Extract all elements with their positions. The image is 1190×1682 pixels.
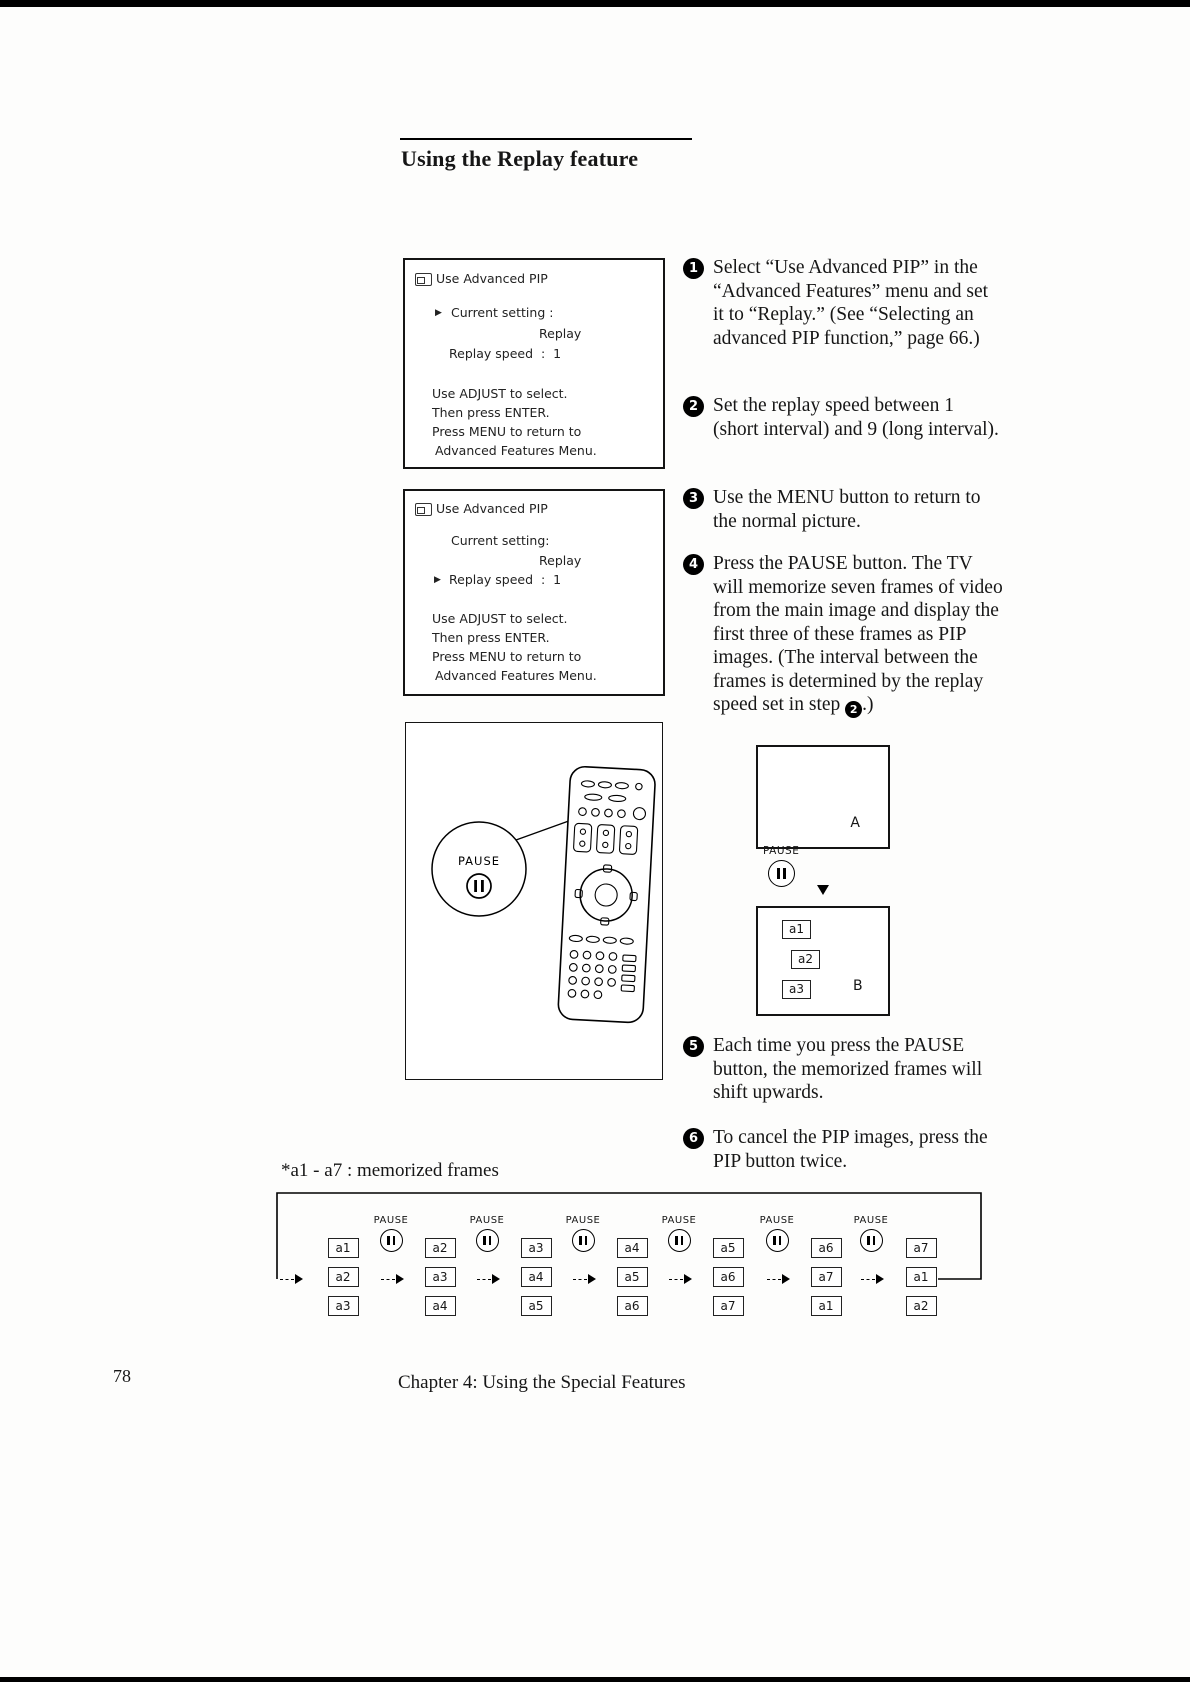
inline-step-ref: 2 <box>845 701 862 718</box>
menu-replay-speed: Replay speed : 1 <box>449 346 562 361</box>
step-5 <box>683 1034 1003 1105</box>
frame-box: a6 <box>617 1296 648 1316</box>
menu-help-line: Press MENU to return to <box>432 649 582 664</box>
frame-box: a6 <box>713 1267 744 1287</box>
frame-box: a7 <box>713 1296 744 1316</box>
frame-box: a7 <box>811 1267 842 1287</box>
menu-replay-speed: Replay speed : 1 <box>449 572 562 587</box>
frame-box: a3 <box>521 1238 552 1258</box>
sequence-column-4 <box>612 1238 652 1316</box>
pause-button-group <box>657 1215 701 1252</box>
pause-label: PAUSE <box>853 1215 889 1226</box>
screen-a-label: A <box>850 815 860 831</box>
pause-button-group <box>465 1215 509 1252</box>
pause-icon <box>476 1229 499 1252</box>
step-text: Each time you press the PAUSE button, the memorized frames will shift upwards. <box>713 1035 983 1103</box>
screen-a <box>756 745 890 849</box>
flow-arrow-entry <box>280 1274 303 1284</box>
step-number: 5 <box>683 1036 704 1057</box>
pause-label: PAUSE <box>373 1215 409 1226</box>
frame-box: a7 <box>906 1238 937 1258</box>
remote-body <box>558 766 656 1023</box>
frame-box: a5 <box>617 1267 648 1287</box>
pip-icon <box>415 503 432 516</box>
pause-label: PAUSE <box>661 1215 697 1226</box>
step-number: 2 <box>683 396 704 417</box>
pause-label: PAUSE <box>759 1215 795 1226</box>
flow-arrow <box>767 1274 790 1284</box>
step-text: Set the replay speed between 1 (short interval) and 9 (long interval). <box>713 395 999 440</box>
scan-edge-top <box>0 0 1190 7</box>
pause-label: PAUSE <box>565 1215 601 1226</box>
pause-button-group <box>849 1215 893 1252</box>
down-arrow-icon <box>817 885 829 895</box>
menu-help-line: Use ADJUST to select. <box>432 611 568 626</box>
frame-box: a4 <box>617 1238 648 1258</box>
cursor-arrow-icon: ▶ <box>435 308 442 318</box>
menu-help-line: Advanced Features Menu. <box>435 443 597 458</box>
step-number: 1 <box>683 258 704 279</box>
frame-box: a2 <box>906 1296 937 1316</box>
step-2 <box>683 394 1003 441</box>
frame-box: a2 <box>425 1238 456 1258</box>
frame-box: a5 <box>713 1238 744 1258</box>
menu-title: Use Advanced PIP <box>436 271 548 286</box>
menu-help-line: Then press ENTER. <box>432 405 550 420</box>
chapter-footer: Chapter 4: Using the Special Features <box>398 1372 686 1393</box>
pause-button-group <box>755 1215 799 1252</box>
menu-title: Use Advanced PIP <box>436 501 548 516</box>
sequence-column-1 <box>323 1238 363 1316</box>
frame-box: a2 <box>791 950 820 969</box>
step-3 <box>683 486 1003 533</box>
page-number: 78 <box>113 1366 131 1386</box>
frame-box: a4 <box>521 1267 552 1287</box>
step-4 <box>683 552 1003 718</box>
frame-box: a1 <box>782 920 811 939</box>
pause-label: PAUSE <box>763 845 800 857</box>
pause-label: PAUSE <box>469 1215 505 1226</box>
pause-icon <box>572 1229 595 1252</box>
step-text: Select “Use Advanced PIP” in the “Advanced Features” menu and set it to “Replay.” (See “Selecting an advanced PIP function,” page 66.) <box>713 257 989 349</box>
pause-icon <box>668 1229 691 1252</box>
step-text: Use the MENU button to return to the normal picture. <box>713 487 981 532</box>
step-6 <box>683 1126 1003 1173</box>
sequence-column-6 <box>806 1238 846 1316</box>
screen-b-label: B <box>853 978 863 994</box>
frame-box: a3 <box>328 1296 359 1316</box>
menu-screen-1 <box>403 258 665 469</box>
flow-arrow <box>861 1274 884 1284</box>
flow-arrow <box>573 1274 596 1284</box>
sequence-column-5 <box>708 1238 748 1316</box>
step-text: Press the PAUSE button. The TV will memorize seven frames of video from the main image and display the first three of these frames as PIP images. (The interval between the frames is determined by the replay speed set in step 2 .) <box>713 552 1003 718</box>
menu-help-line: Advanced Features Menu. <box>435 668 597 683</box>
pause-button-group <box>561 1215 605 1252</box>
step-number: 3 <box>683 488 704 509</box>
pause-icon <box>768 860 795 887</box>
step-1 <box>683 256 1003 350</box>
remote-illustration <box>406 723 660 1077</box>
pip-icon <box>415 273 432 286</box>
page-title: Using the Replay feature <box>401 146 639 171</box>
menu-help-line: Press MENU to return to <box>432 424 582 439</box>
step-number: 6 <box>683 1128 704 1149</box>
frame-box: a2 <box>328 1267 359 1287</box>
screen-b <box>756 906 890 1016</box>
scan-edge-bottom <box>0 1677 1190 1682</box>
pause-button-group-main <box>763 845 799 887</box>
pause-callout-circle <box>432 822 526 916</box>
frame-box: a1 <box>906 1267 937 1287</box>
pause-icon <box>766 1229 789 1252</box>
sequence-column-3 <box>516 1238 556 1316</box>
frame-box: a5 <box>521 1296 552 1316</box>
title-rule <box>400 138 692 140</box>
menu-current-setting-label: Current setting : <box>451 305 554 320</box>
menu-screen-2 <box>403 489 665 696</box>
remote-pause-label: PAUSE <box>457 854 501 868</box>
frame-box: a1 <box>328 1238 359 1258</box>
menu-current-setting-value: Replay <box>539 553 582 568</box>
flow-arrow <box>477 1274 500 1284</box>
menu-help-line: Use ADJUST to select. <box>432 386 568 401</box>
sequence-column-7 <box>901 1238 941 1316</box>
pause-icon <box>380 1229 403 1252</box>
frame-box: a1 <box>811 1296 842 1316</box>
sequence-column-2 <box>420 1238 460 1316</box>
menu-help-line: Then press ENTER. <box>432 630 550 645</box>
step-text: To cancel the PIP images, press the PIP button twice. <box>713 1127 988 1172</box>
flow-arrow <box>381 1274 404 1284</box>
step-number: 4 <box>683 554 704 575</box>
flow-arrow <box>669 1274 692 1284</box>
frame-box: a3 <box>425 1267 456 1287</box>
pause-button-group <box>369 1215 413 1252</box>
cursor-arrow-icon: ▶ <box>434 575 441 585</box>
frame-box: a4 <box>425 1296 456 1316</box>
menu-current-setting-label: Current setting: <box>451 533 550 548</box>
frames-note: *a1 - a7 : memorized frames <box>281 1160 499 1181</box>
remote-illustration-frame <box>405 722 663 1080</box>
frame-box: a6 <box>811 1238 842 1258</box>
menu-current-setting-value: Replay <box>539 326 582 341</box>
pause-icon <box>860 1229 883 1252</box>
frame-box: a3 <box>782 980 811 999</box>
